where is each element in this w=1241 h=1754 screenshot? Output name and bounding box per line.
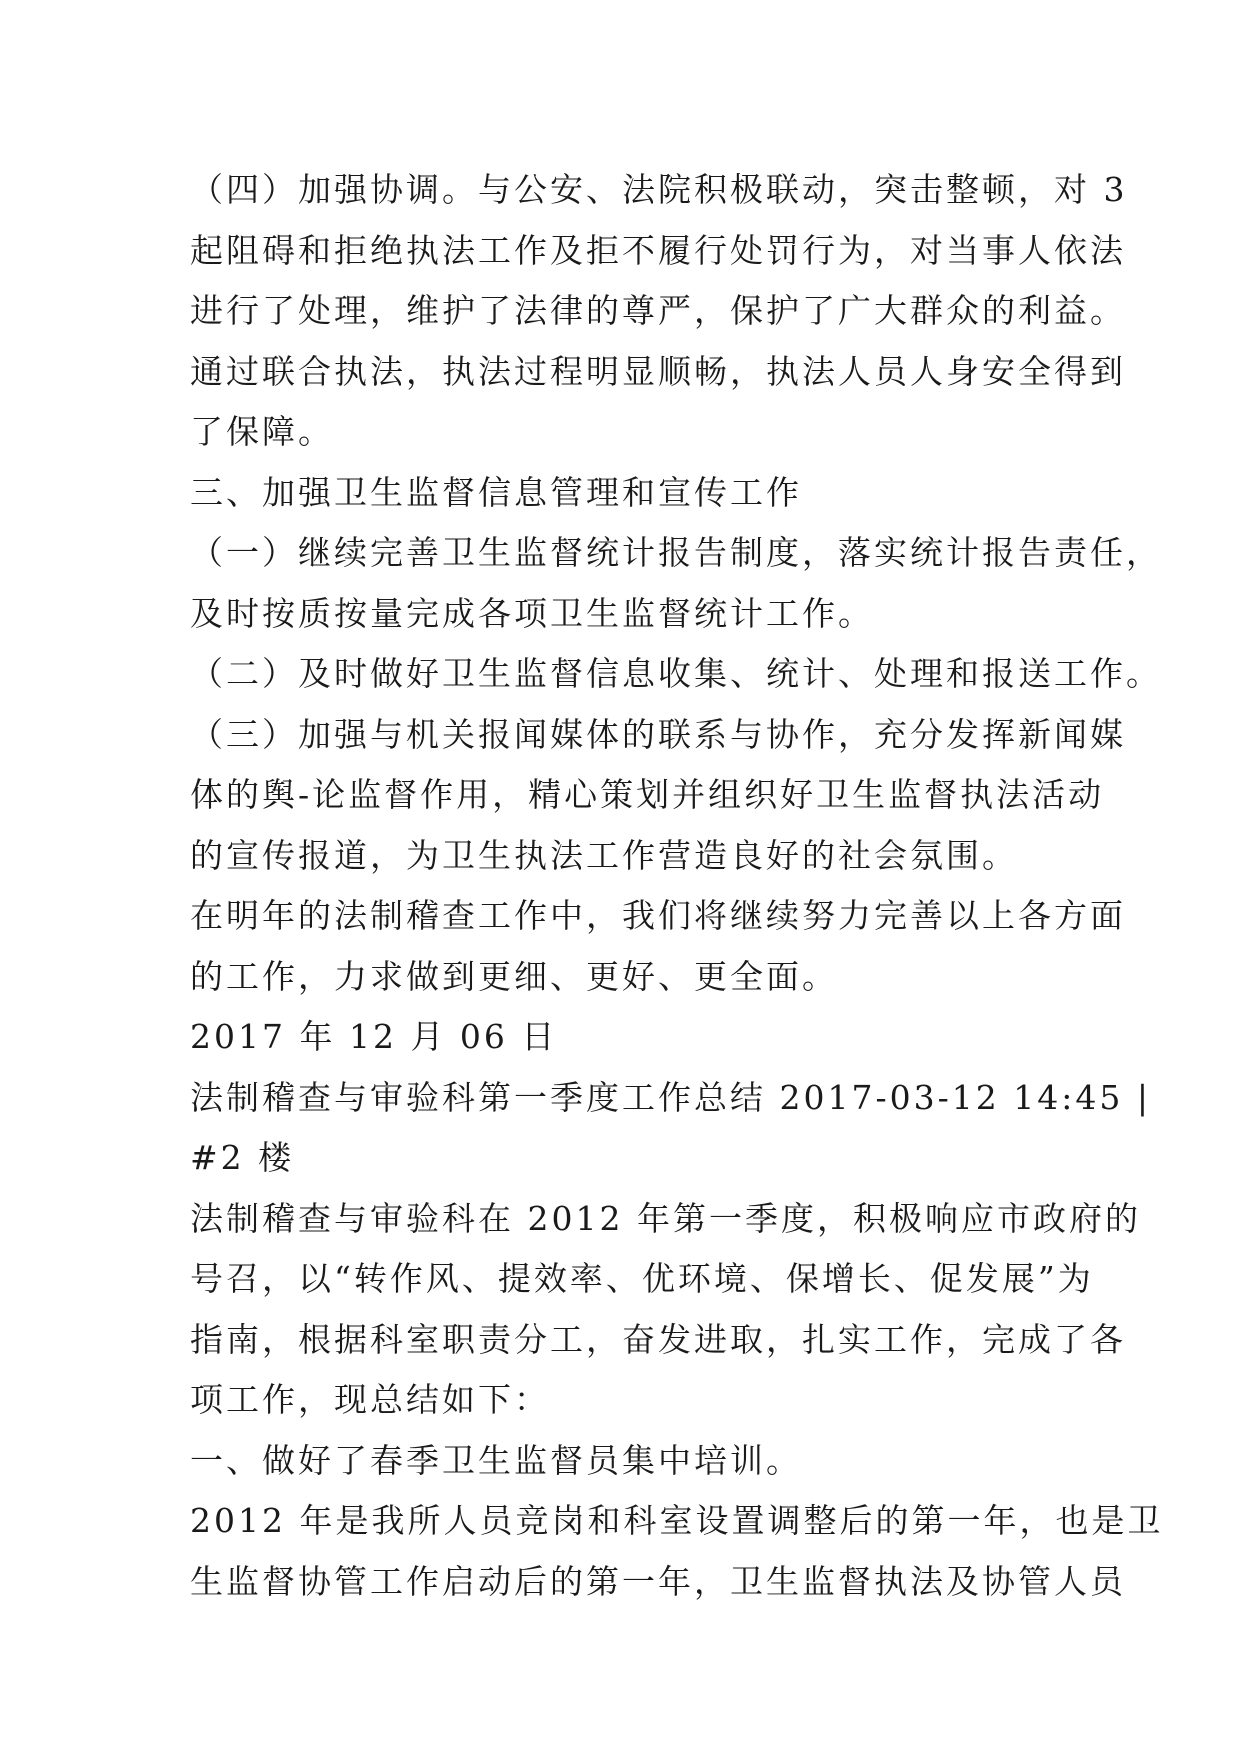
text-line: 的工作，力求做到更细、更好、更全面。	[190, 956, 838, 996]
section-heading: 三、加强卫生监督信息管理和宣传工作	[190, 472, 802, 512]
text-line: 的宣传报道，为卫生执法工作营造良好的社会氛围。	[190, 835, 1018, 875]
text-line: 进行了处理，维护了法律的尊严，保护了广大群众的利益。	[190, 291, 1126, 330]
document-body	[190, 160, 1164, 1612]
section-heading: 一、做好了春季卫生监督员集中培训。	[190, 1440, 802, 1480]
text-line: （三）加强与机关报闻媒体的联系与协作，充分发挥新闻媒	[190, 714, 1126, 754]
text-line: （二）及时做好卫生监督信息收集、统计、处理和报送工作。	[190, 654, 1162, 693]
text-line: 在明年的法制稽查工作中，我们将继续努力完善以上各方面	[190, 896, 1126, 935]
text-line: 通过联合执法，执法过程明显顺畅，执法人员人身安全得到	[190, 351, 1126, 391]
text-line: 体的舆-论监督作用，精心策划并组织好卫生监督执法活动	[190, 775, 1105, 814]
text-line: 生监督协管工作启动后的第一年，卫生监督执法及协管人员	[190, 1561, 1126, 1601]
text-line: 项工作，现总结如下：	[190, 1380, 550, 1419]
text-line: 号召，以“转作风、提效率、优环境、保增长、促发展”为	[190, 1259, 1094, 1298]
post-title-line: 法制稽查与审验科第一季度工作总结 2017-03-12 14:45 |	[190, 1077, 1151, 1117]
text-line: 法制稽查与审验科在 2012 年第一季度，积极响应市政府的	[190, 1198, 1141, 1238]
floor-label: #2 楼	[190, 1138, 295, 1177]
text-line: 指南，根据科室职责分工，奋发进取，扎实工作，完成了各	[190, 1319, 1126, 1359]
text-line: 及时按质按量完成各项卫生监督统计工作。	[190, 593, 874, 633]
date-line: 2017 年 12 月 06 日	[190, 1017, 558, 1056]
text-line: （一）继续完善卫生监督统计报告制度，落实统计报告责任，	[190, 533, 1162, 572]
text-line: 2012 年是我所人员竞岗和科室设置调整后的第一年，也是卫	[190, 1501, 1164, 1540]
text-line: 起阻碍和拒绝执法工作及拒不履行处罚行为，对当事人依法	[190, 230, 1126, 270]
text-line: 了保障。	[190, 412, 334, 451]
text-line: （四）加强协调。与公安、法院积极联动，突击整顿，对 3	[190, 170, 1128, 209]
